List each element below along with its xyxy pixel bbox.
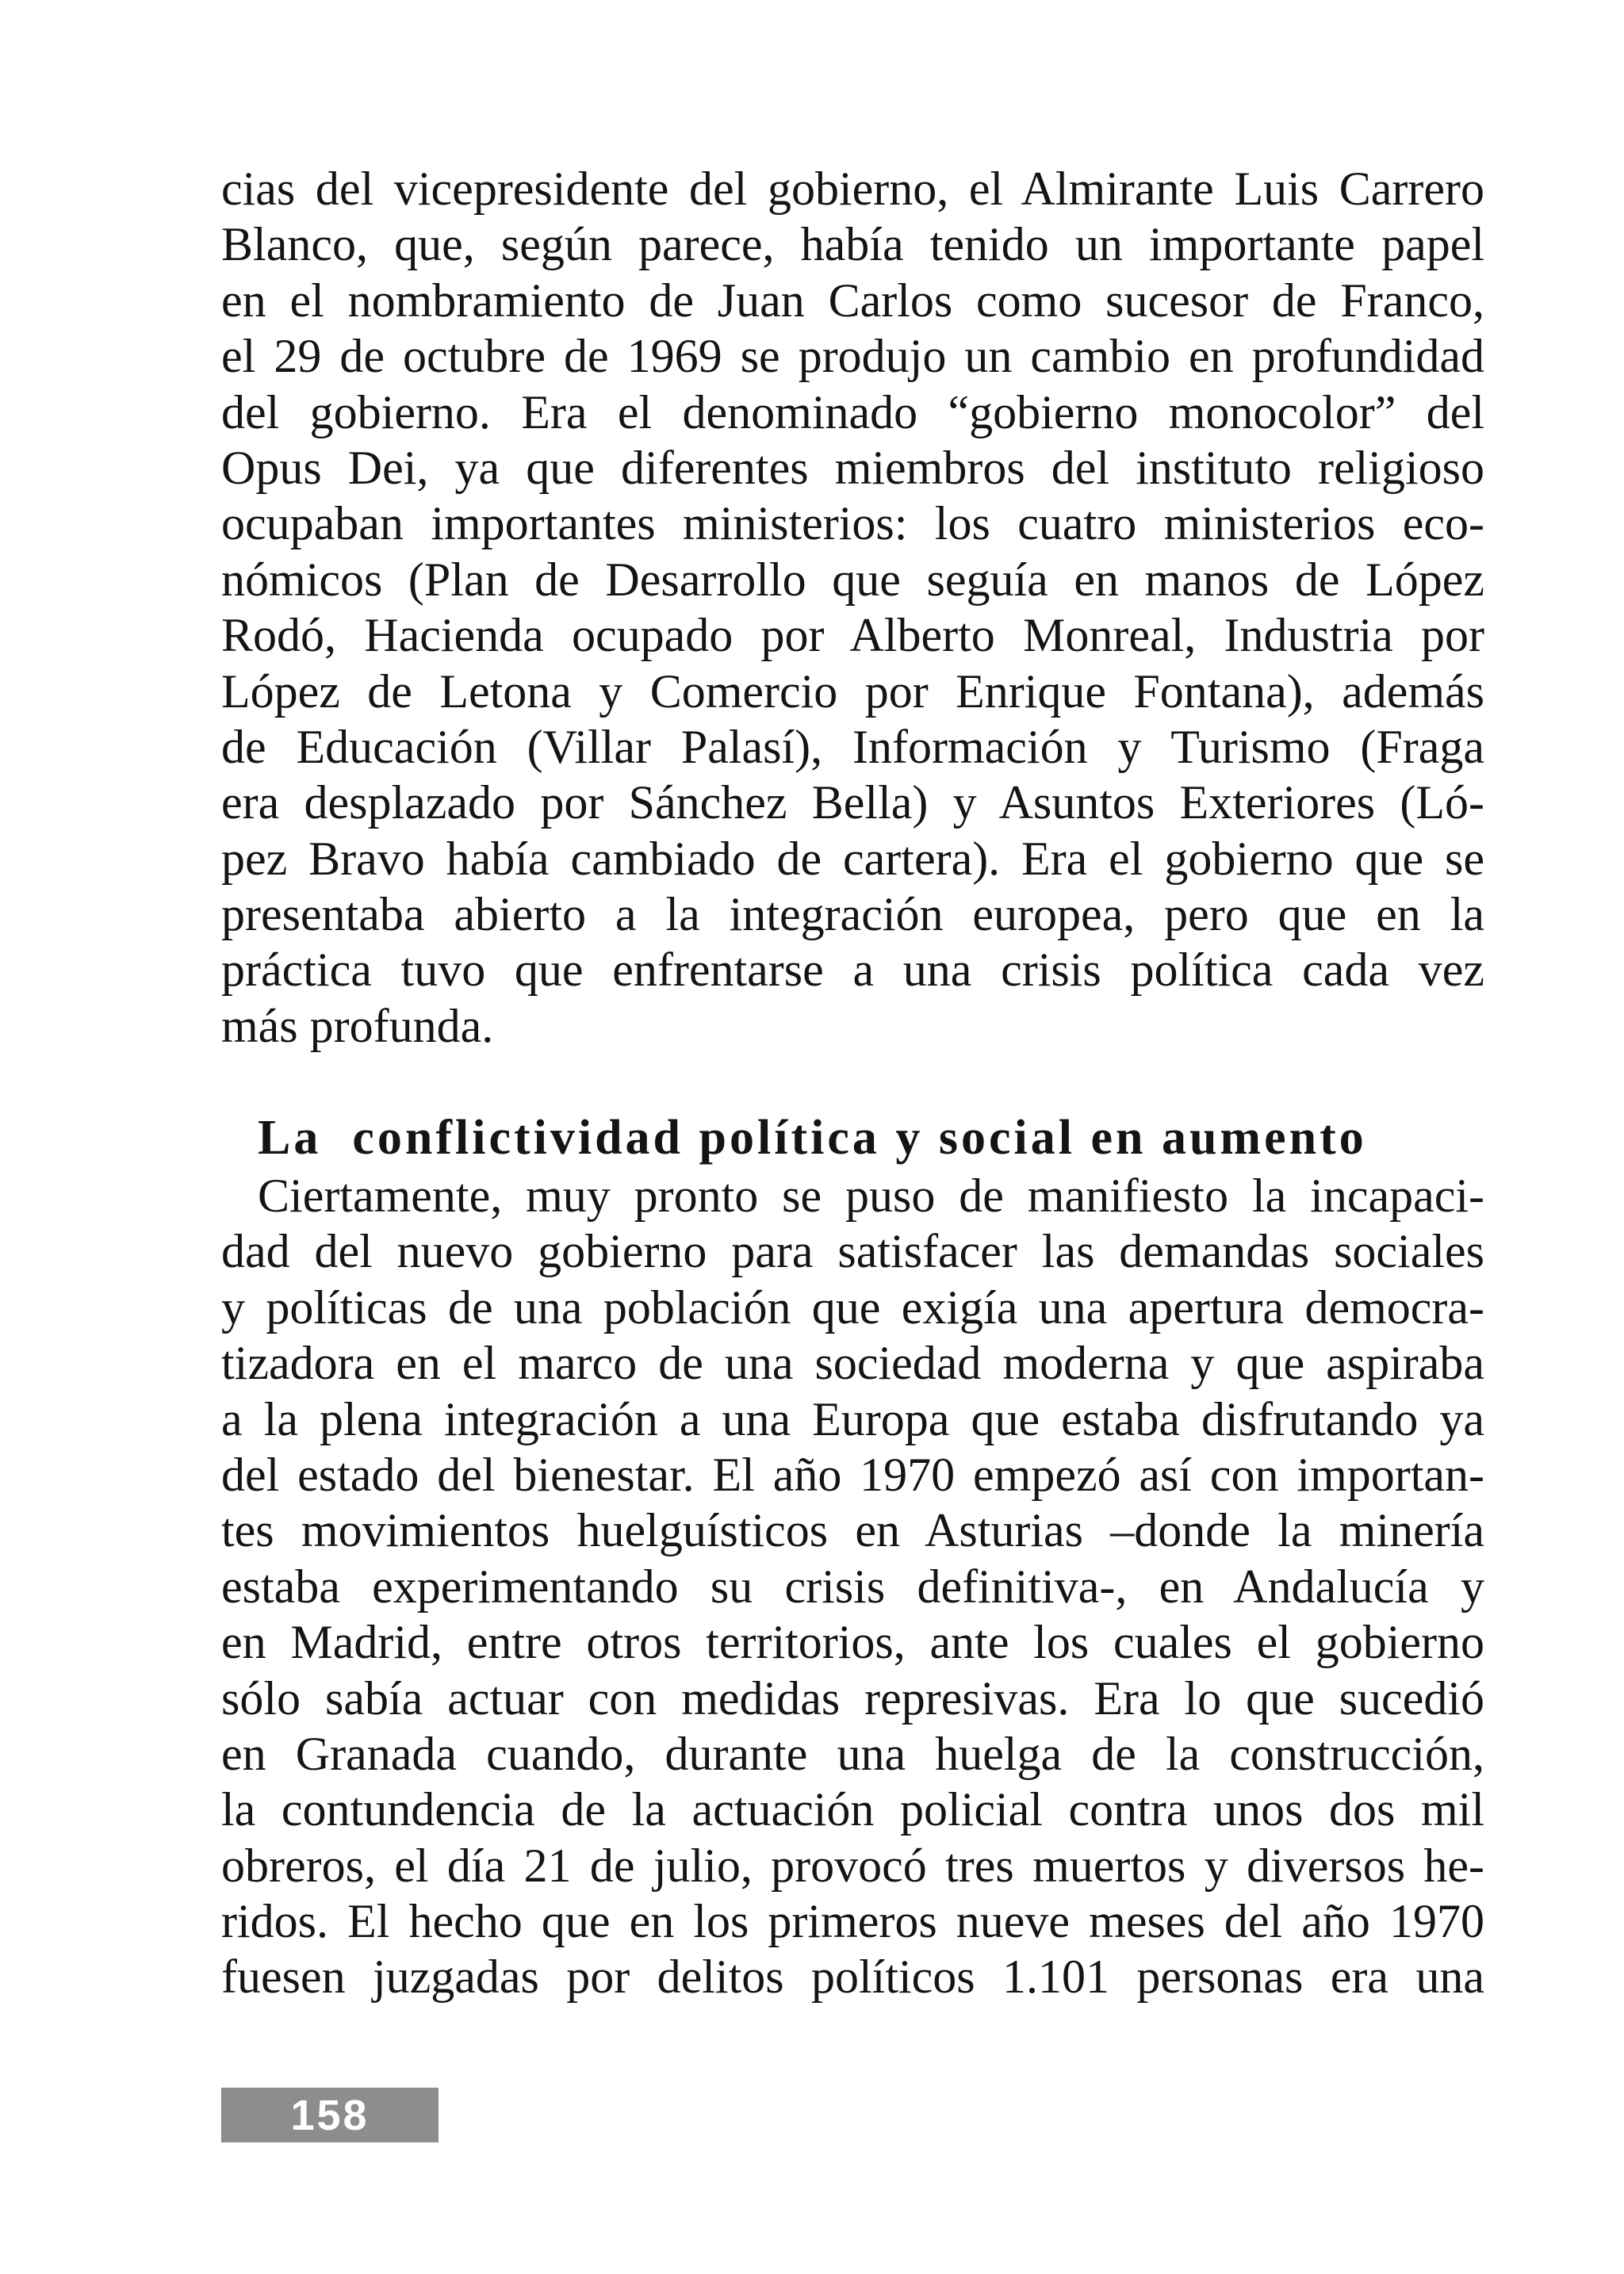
- text-line: Ciertamente, muy pronto se puso de manifiesto la incapaci-: [258, 1170, 1484, 1222]
- text-line: estaba experimentando su crisis definitiva-, en Andalucía y: [221, 1560, 1484, 1613]
- text-line: del estado del bienestar. El año 1970 empezó así con importan-: [221, 1448, 1484, 1501]
- text-line: López de Letona y Comercio por Enrique Fontana), además: [221, 664, 1484, 718]
- text-line: a la plena integración a una Europa que estaba disfrutando ya: [221, 1392, 1484, 1445]
- text-line: y políticas de una población que exigía una apertura democra-: [221, 1281, 1484, 1334]
- section-heading: La conflictividad política y social en aumento: [258, 1111, 1367, 1165]
- paragraph-2: [221, 1168, 1484, 2005]
- page-number-box: [221, 2088, 439, 2142]
- text-line: cias del vicepresidente del gobierno, el Almirante Luis Carrero: [221, 163, 1484, 215]
- text-line: en Granada cuando, durante una huelga de la construcción,: [221, 1727, 1484, 1780]
- text-line: en Madrid, entre otros territorios, ante los cuales el gobierno: [221, 1616, 1484, 1669]
- text-line: ridos. El hecho que en los primeros nueve meses del año 1970: [221, 1895, 1484, 1948]
- text-line: en el nombramiento de Juan Carlos como sucesor de Franco,: [221, 274, 1484, 327]
- text-line: del gobierno. Era el denominado “gobierno monocolor” del: [221, 385, 1484, 438]
- text-line: obreros, el día 21 de julio, provocó tres muertos y diversos he-: [221, 1839, 1484, 1892]
- text-line: la contundencia de la actuación policial contra unos dos mil: [221, 1783, 1484, 1836]
- text-line: sólo sabía actuar con medidas represivas. Era lo que sucedió: [221, 1671, 1484, 1725]
- text-line: Rodó, Hacienda ocupado por Alberto Monreal, Industria por: [221, 609, 1484, 662]
- text-line: el 29 de octubre de 1969 se produjo un cambio en profundidad: [221, 330, 1484, 383]
- text-line: fuesen juzgadas por delitos políticos 1.101 personas era una: [221, 1951, 1484, 2004]
- text-line: práctica tuvo que enfrentarse a una crisis política cada vez: [221, 944, 1484, 997]
- text-line: nómicos (Plan de Desarrollo que seguía en manos de López: [221, 553, 1484, 606]
- text-line: tizadora en el marco de una sociedad moderna y que aspiraba: [221, 1337, 1484, 1390]
- text-line: Blanco, que, según parece, había tenido un importante papel: [221, 218, 1484, 271]
- text-line: más profunda.: [221, 999, 494, 1052]
- page-number: 158: [290, 2091, 370, 2139]
- text-line: tes movimientos huelguísticos en Asturias –donde la minería: [221, 1504, 1484, 1557]
- text-line: pez Bravo había cambiado de cartera). Era el gobierno que se: [221, 832, 1484, 885]
- text-line: era desplazado por Sánchez Bella) y Asuntos Exteriores (Ló-: [221, 776, 1484, 829]
- text-line: dad del nuevo gobierno para satisfacer las demandas sociales: [221, 1225, 1484, 1278]
- text-line: Opus Dei, ya que diferentes miembros del instituto religioso: [221, 441, 1484, 494]
- text-line: ocupaban importantes ministerios: los cuatro ministerios eco-: [221, 497, 1484, 550]
- paragraph-1: [221, 161, 1484, 1054]
- text-line: de Educación (Villar Palasí), Información y Turismo (Fraga: [221, 720, 1484, 773]
- text-line: presentaba abierto a la integración europea, pero que en la: [221, 888, 1484, 941]
